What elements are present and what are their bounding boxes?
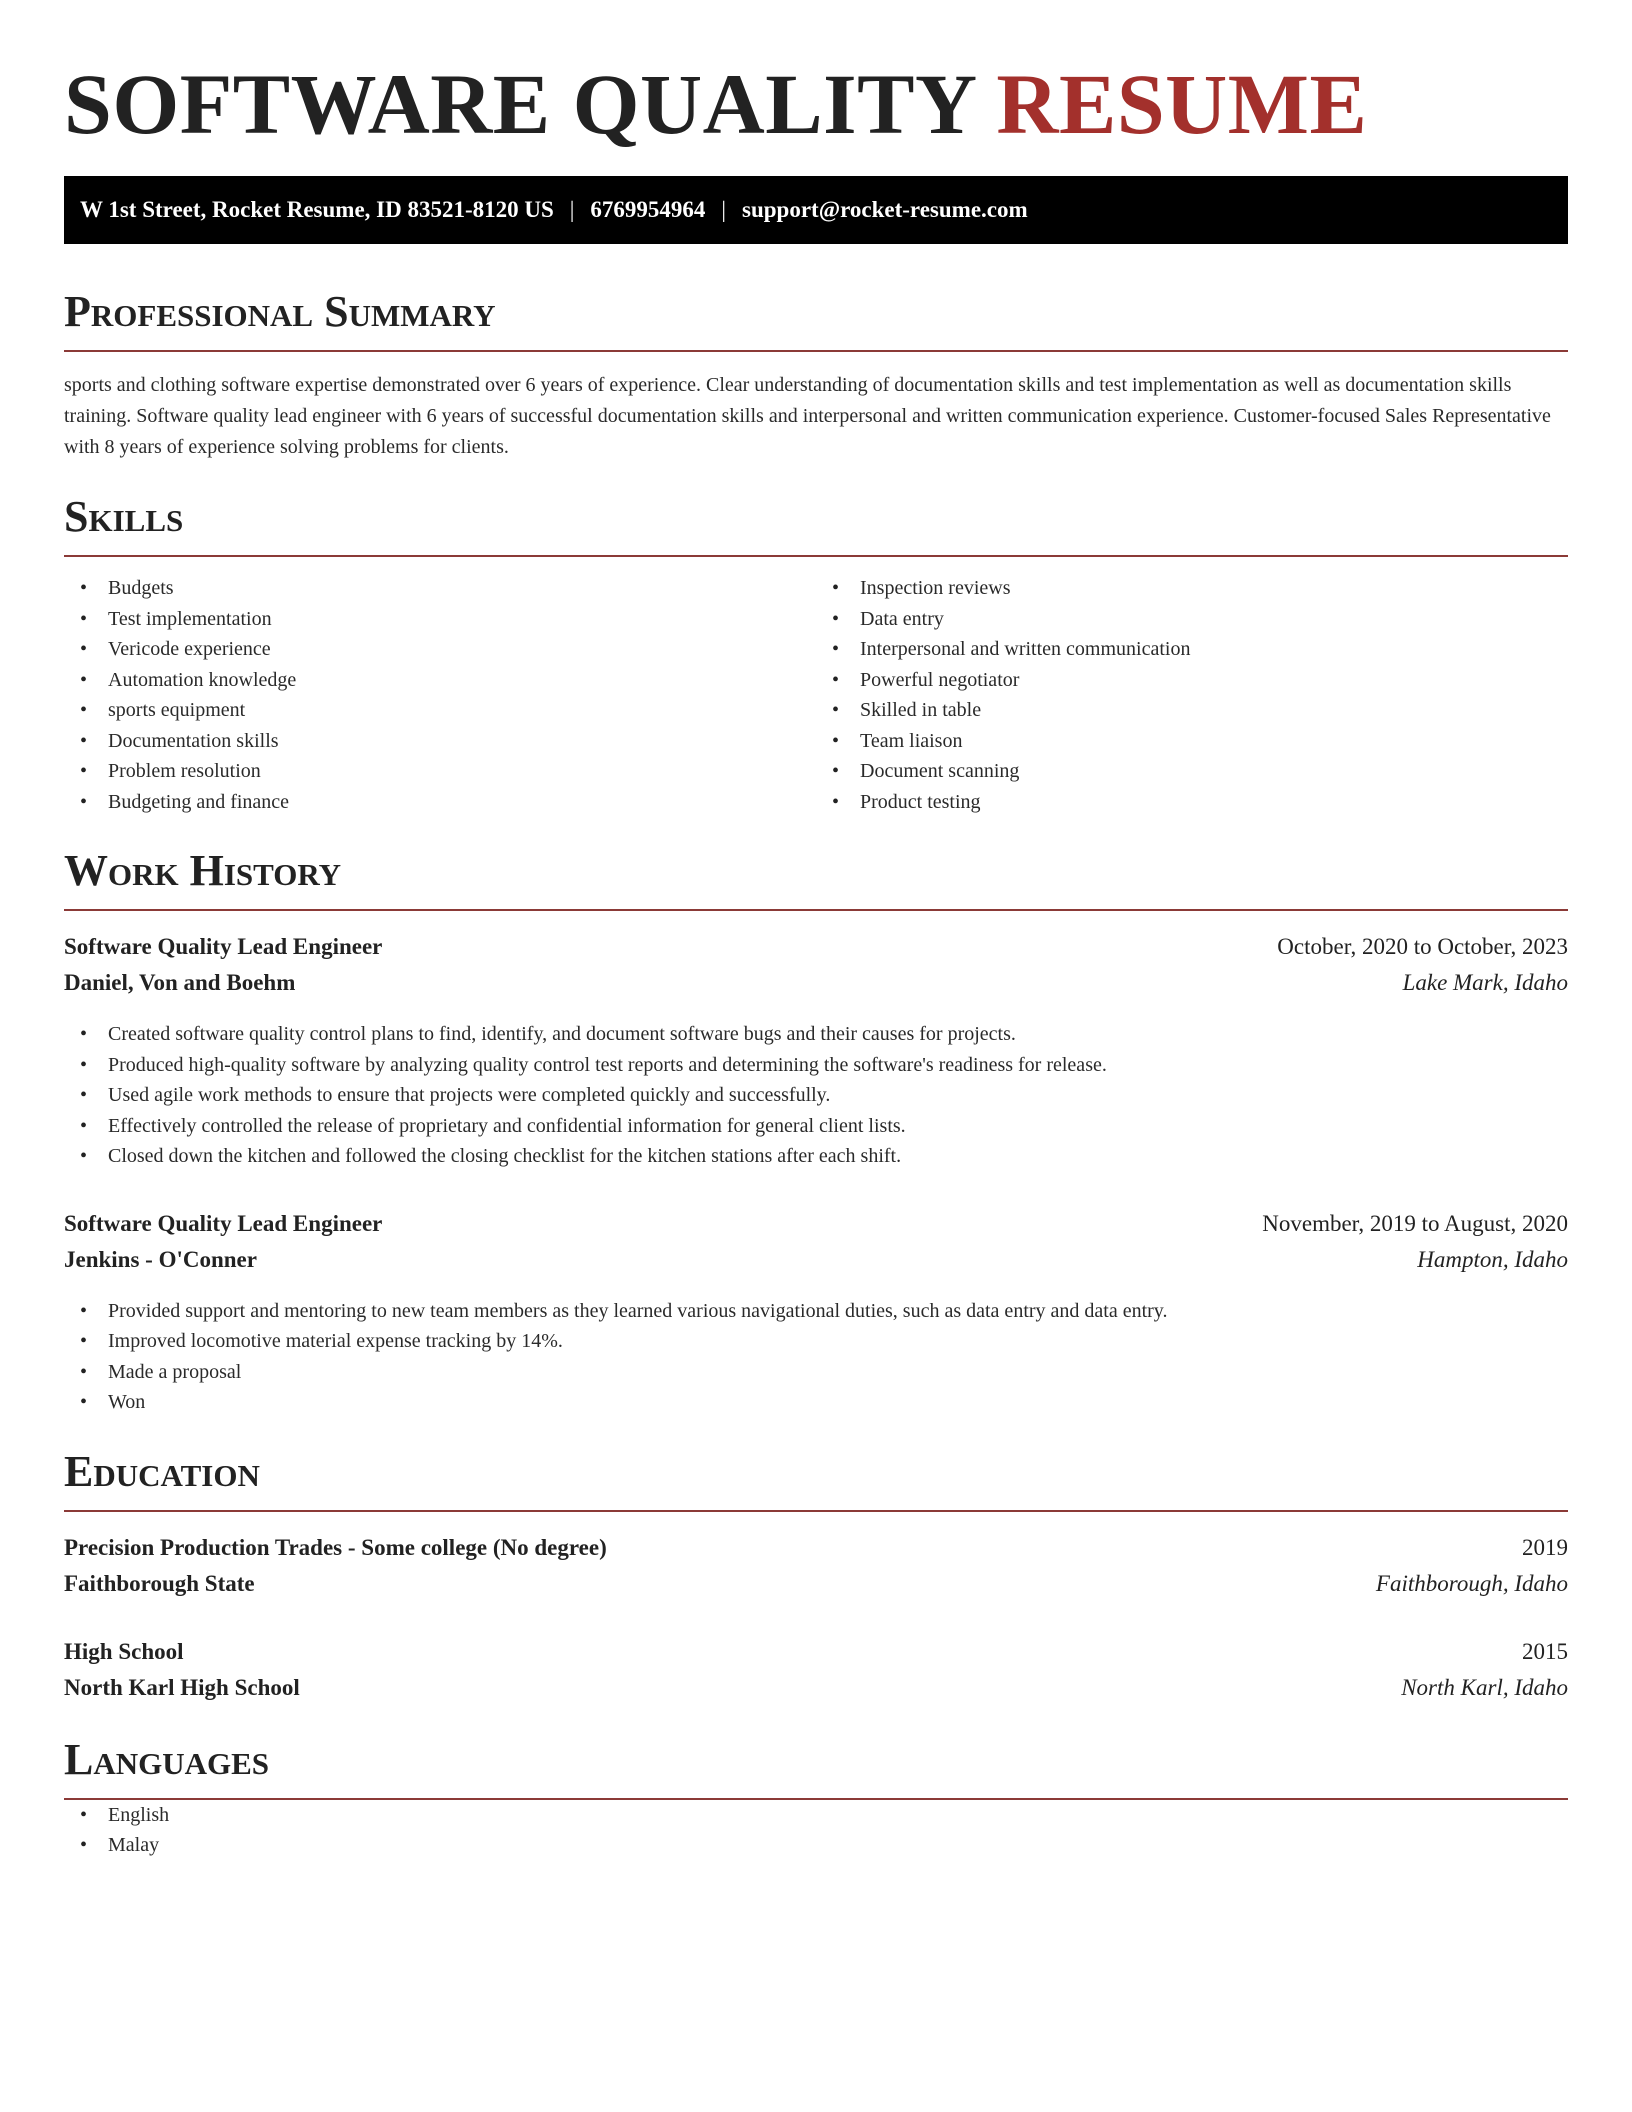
job-dates: October, 2020 to October, 2023 (1277, 934, 1568, 959)
education-year: 2015 (1522, 1638, 1568, 1664)
contact-email: support@rocket-resume.com (742, 197, 1028, 222)
skill-item: • Inspection reviews (816, 573, 1568, 604)
job-location: Lake Mark, Idaho (1402, 970, 1568, 995)
summary-heading: Professional Summary (64, 287, 496, 336)
job-title: Software Quality Lead Engineer (64, 1210, 383, 1236)
job-bullets (64, 1019, 1568, 1172)
language-item: • Malay (64, 1830, 1568, 1861)
skill-item: • Documentation skills (64, 726, 816, 757)
education-school: Faithborough State (64, 1570, 255, 1596)
contact-separator: | (569, 197, 575, 222)
skills-heading: Skills (64, 492, 184, 541)
skills-list-right (816, 573, 1568, 817)
skills-list-left (64, 573, 816, 817)
languages-heading: Languages (64, 1734, 270, 1784)
skill-item: • Data entry (816, 604, 1568, 635)
skill-item: • sports equipment (64, 695, 816, 726)
summary-text: sports and clothing software expertise demonstrated over 6 years of experience. Clear understanding of documentation skills and test implementation as well as documentation skills training. Software quality lead engineer with 6 years of successful documentation skills and interpersonal and written communication experience. Customer-focused Sales Representative with 8 years of experience solving problems for clients. (64, 374, 1551, 458)
job-bullet: • Used agile work methods to ensure that projects were completed quickly and successfully. (64, 1080, 1568, 1111)
work-history-heading: Work History (64, 846, 342, 895)
work-history-section (64, 847, 1568, 1418)
skill-item: • Skilled in table (816, 695, 1568, 726)
contact-phone: 6769954964 (590, 197, 706, 222)
skills-section (64, 493, 1568, 817)
job-bullet: • Provided support and mentoring to new team members as they learned various navigational duties, such as data entry and data entry. (64, 1296, 1568, 1327)
job-company: Daniel, Von and Boehm (64, 970, 296, 995)
language-item: • English (64, 1800, 1568, 1831)
education-heading: Education (64, 1446, 260, 1496)
skill-item: • Automation knowledge (64, 665, 816, 696)
contact-address: W 1st Street, Rocket Resume, ID 83521-8120 US (80, 197, 554, 222)
title-main: SOFTWARE QUALITY (64, 56, 975, 152)
title-accent: RESUME (996, 56, 1368, 152)
job-title: Software Quality Lead Engineer (64, 934, 383, 959)
education-location: Faithborough, Idaho (1375, 1570, 1568, 1596)
education-entry (64, 1530, 1568, 1602)
job-bullet: • Created software quality control plans to find, identify, and document software bugs and their causes for projects. (64, 1019, 1568, 1050)
job-bullet: • Closed down the kitchen and followed the closing checklist for the kitchen stations after each shift. (64, 1141, 1568, 1172)
skill-item: • Budgets (64, 573, 816, 604)
section-divider (64, 909, 1568, 911)
skill-item: • Product testing (816, 787, 1568, 818)
skill-item: • Vericode experience (64, 634, 816, 665)
education-location: North Karl, Idaho (1401, 1674, 1568, 1700)
job-bullet: • Won (64, 1387, 1568, 1418)
skill-item: • Test implementation (64, 604, 816, 635)
languages-section (64, 1736, 1568, 1861)
contact-bar (64, 176, 1568, 244)
education-school: North Karl High School (64, 1674, 300, 1700)
education-degree: High School (64, 1638, 184, 1664)
job-entry (64, 1206, 1568, 1418)
skill-item: • Interpersonal and written communication (816, 634, 1568, 665)
skill-item: • Document scanning (816, 756, 1568, 787)
job-bullet: • Improved locomotive material expense tracking by 14%. (64, 1326, 1568, 1357)
job-company: Jenkins - O'Conner (64, 1246, 257, 1272)
skill-item: • Powerful negotiator (816, 665, 1568, 696)
job-bullet: • Effectively controlled the release of proprietary and confidential information for general client lists. (64, 1111, 1568, 1142)
job-entry (64, 929, 1568, 1172)
section-divider (64, 350, 1568, 352)
skill-item: • Budgeting and finance (64, 787, 816, 818)
education-section (64, 1448, 1568, 1706)
section-divider (64, 555, 1568, 557)
job-bullets (64, 1296, 1568, 1418)
education-entry (64, 1634, 1568, 1706)
skill-item: • Team liaison (816, 726, 1568, 757)
job-bullet: • Produced high-quality software by analyzing quality control test reports and determining the software's readiness for release. (64, 1050, 1568, 1081)
resume-title (64, 0, 1568, 154)
section-divider (64, 1510, 1568, 1512)
job-dates: November, 2019 to August, 2020 (1262, 1210, 1568, 1236)
job-bullet: • Made a proposal (64, 1357, 1568, 1388)
languages-list (64, 1800, 1568, 1861)
education-degree: Precision Production Trades - Some college (No degree) (64, 1534, 607, 1560)
education-year: 2019 (1522, 1534, 1568, 1560)
contact-separator: | (721, 197, 727, 222)
skill-item: • Problem resolution (64, 756, 816, 787)
skills-columns (64, 573, 1568, 817)
job-location: Hampton, Idaho (1417, 1246, 1568, 1272)
